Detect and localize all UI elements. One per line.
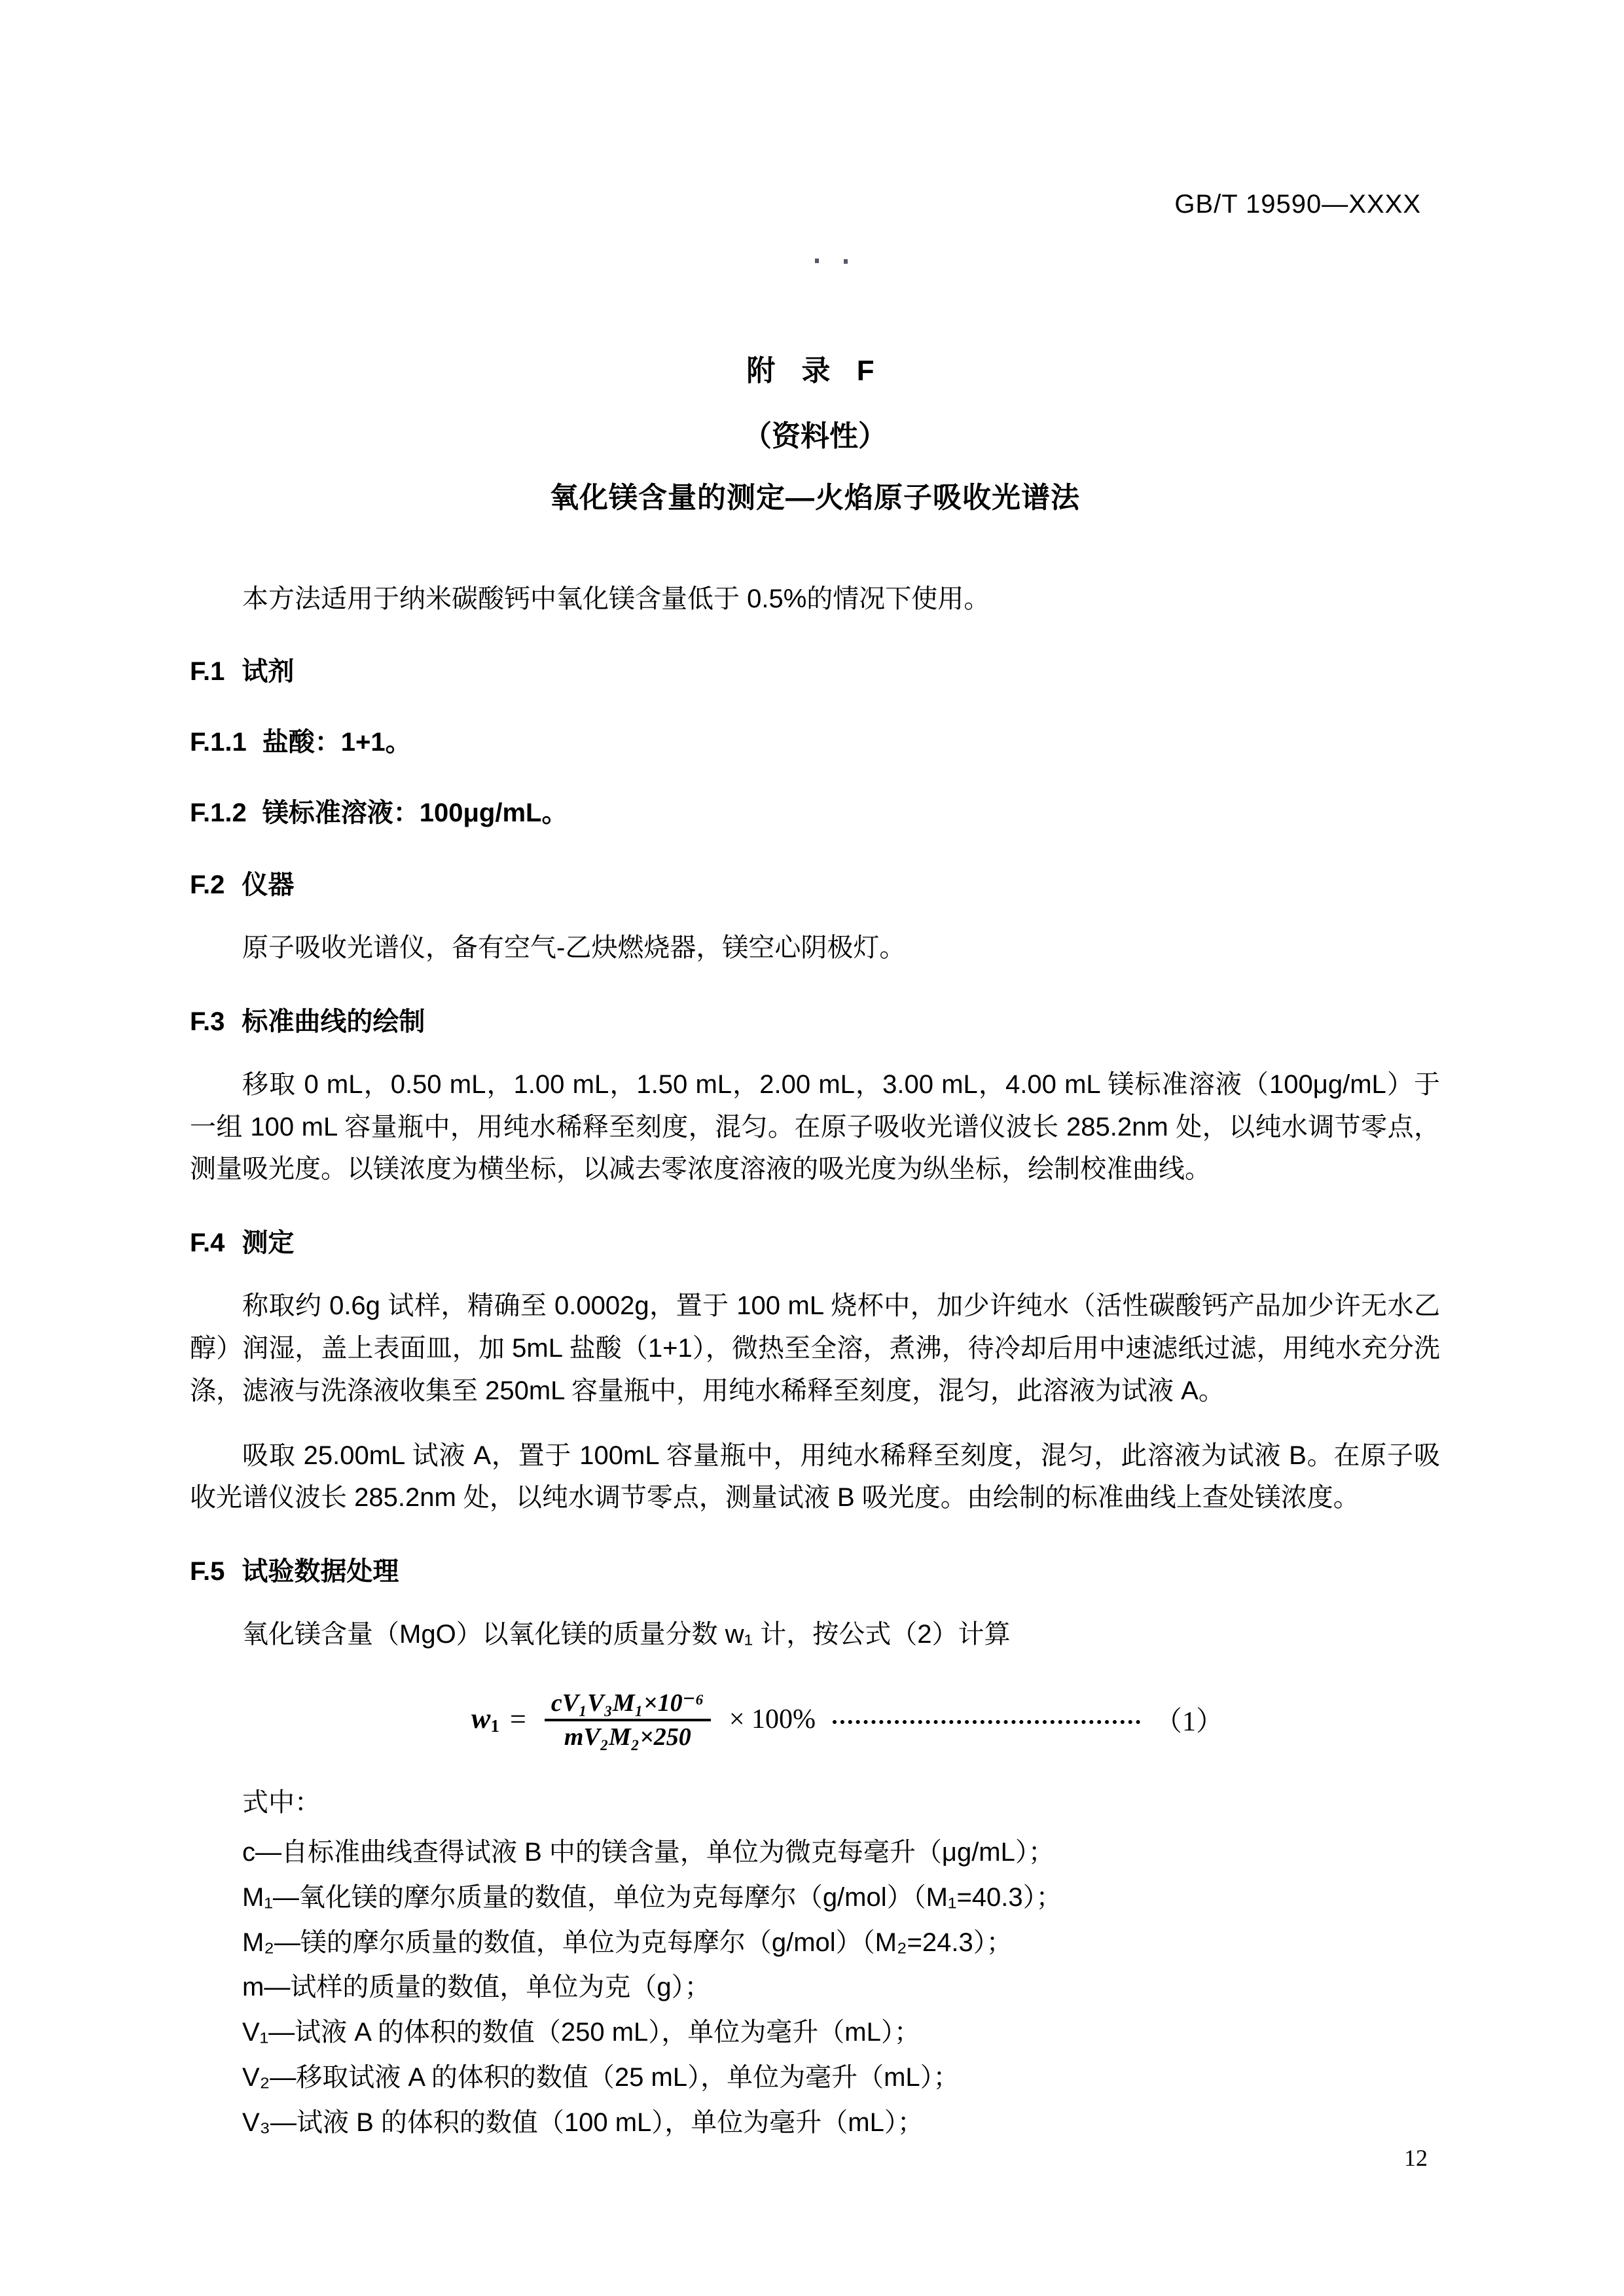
where-label: 式中： [242,1787,321,1817]
section-heading-f2 [190,865,1440,905]
subsection-text: 镁标准溶液：100μg/mL。 [262,798,568,827]
section-f2-paragraph: 原子吸收光谱仪，备有空气-乙炔燃烧器，镁空心阴极灯。 [242,933,906,962]
running-header-standard-number: GB/T 19590—XXXX [1174,190,1421,219]
section-heading-f5 [190,1552,1440,1591]
section-number: F.2 [190,870,225,899]
formula-fraction [545,1686,711,1753]
section-f5-lead-paragraph: 氧化镁含量（MgO）以氧化镁的质量分数 w₁ 计，按公式（2）计算 [242,1620,1011,1649]
definition-item: V₂—移取试液 A 的体积的数值（25 mL），单位为毫升（mL）； [242,2062,960,2092]
definition-item: V₁—试液 A 的体积的数值（250 mL），单位为毫升（mL）； [242,2018,920,2047]
section-heading-f1 [190,652,1440,691]
annex-kind: （资料性） [743,420,887,452]
section-title: 仪器 [242,870,295,899]
scope-paragraph: 本方法适用于纳米碳酸钙中氧化镁含量低于 0.5%的情况下使用。 [242,584,990,613]
subsection-heading-f12 [190,793,1440,833]
formula-numerator: cV₁V₃M₁×10⁻⁶ [550,1689,704,1717]
section-f4-paragraph-2: 吸取 25.00mL 试液 A，置于 100mL 容量瓶中，用纯水稀释至刻度，混匀，此溶液为试液 B。在原子吸收光谱仪波长 285.2nm 处，以纯水调节零点，测量试液 B 吸光度。由绘制的标准曲线上查处镁浓度。 [190,1441,1440,1513]
section-title: 标准曲线的绘制 [242,1007,425,1036]
formula-left-hand-side: $w_1$ [471,1702,499,1736]
definition-item: m—试样的质量的数值，单位为克（g）； [242,1973,711,2002]
subsection-number: F.1.2 [190,798,247,827]
mgo-mass-fraction-formula [471,1686,816,1753]
formula-denominator: mV₂M₂×250 [564,1723,691,1751]
section-heading-f3 [190,1002,1440,1041]
section-number: F.3 [190,1007,225,1036]
subsection-heading-f11 [190,723,1440,762]
subsection-text: 盐酸：1+1。 [262,728,412,757]
annex-title: 氧化镁含量的测定—火焰原子吸收光谱法 [550,482,1080,514]
section-title: 试验数据处理 [242,1557,399,1587]
definition-item: c—自标准曲线查得试液 B 中的镁含量，单位为微克每毫升（μg/mL）； [242,1837,1055,1867]
formula-percent-factor: × 100% [729,1704,816,1734]
formula-row [190,1686,1440,1753]
symbol-definition-list [242,1830,1440,2145]
section-f4-paragraph-1: 称取约 0.6g 试样，精确至 0.0002g，置于 100 mL 烧杯中，加少许纯水（活性碳酸钙产品加少许无水乙醇）润湿，盖上表面皿，加 5mL 盐酸（1+1），微热至全溶，煮沸，待冷却后用中速滤纸过滤，用纯水充分洗涤，滤液与洗涤液收集至 250mL 容量瓶中，用纯水稀释至刻度，混匀，此溶液为试液 A。 [190,1291,1440,1405]
page-number: 12 [1404,2145,1428,2171]
dot-leader [833,1720,1140,1724]
section-number: F.5 [190,1557,225,1587]
section-title: 测定 [242,1229,295,1258]
section-heading-f4 [190,1223,1440,1263]
section-number: F.4 [190,1229,225,1258]
definition-item: M₂—镁的摩尔质量的数值，单位为克每摩尔（g/mol）（M₂=24.3）； [242,1928,1013,1957]
definition-item: M₁—氧化镁的摩尔质量的数值，单位为克每摩尔（g/mol）（M₁=40.3）； [242,1882,1062,1912]
equation-number-row [833,1700,1440,1739]
equation-number: （1） [1155,1706,1224,1737]
formula-equals-sign: = [510,1703,526,1736]
section-f3-paragraph: 移取 0 mL，0.50 mL，1.00 mL，1.50 mL，2.00 mL，3.00 mL，4.00 mL 镁标准溶液（100μg/mL）于一组 100 mL 容量瓶中，用纯水稀释至刻度，混匀。在原子吸收光谱仪波长 285.2nm 处，以纯水调节零点，测量吸光度。以镁浓度为横坐标，以减去零浓度溶液的吸光度为纵坐标，绘制校准曲线。 [190,1069,1440,1184]
definition-item: V₃—试液 B 的体积的数值（100 mL），单位为毫升（mL）； [242,2108,924,2137]
section-title: 试剂 [242,657,295,686]
page-content [190,0,1440,2145]
subsection-number: F.1.1 [190,728,247,757]
annex-label: 附 录 F [746,355,884,387]
section-number: F.1 [190,657,225,686]
